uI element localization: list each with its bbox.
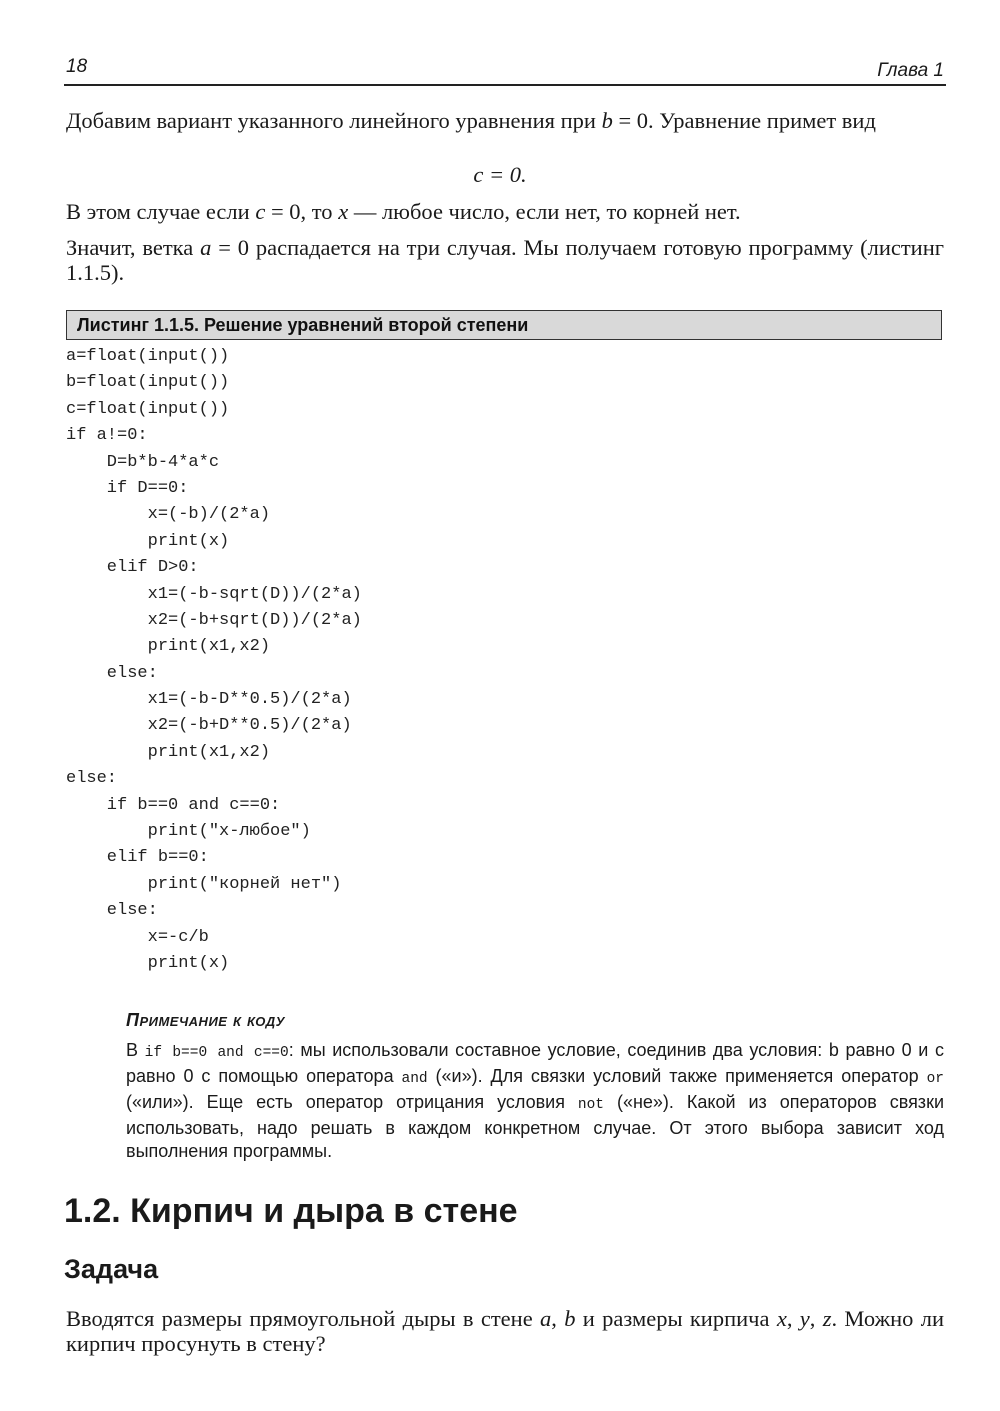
listing-title: Листинг 1.1.5. Решение уравнений второй степени — [66, 310, 942, 340]
code-line: elif b==0: — [66, 848, 209, 868]
formula: c = 0. — [473, 162, 527, 187]
code-line: else: — [66, 769, 118, 789]
code-note — [126, 1010, 944, 1163]
code-line: print(x) — [66, 953, 230, 973]
note-title: Примечание к коду — [126, 1010, 285, 1030]
code-line: x2=(-b+D**0.5)/(2*a) — [66, 716, 352, 736]
code-line: print(x1,x2) — [66, 637, 271, 657]
chapter-label: Глава 1 — [877, 60, 944, 81]
code-line: print("корней нет") — [66, 874, 342, 894]
subsection-heading: Задача — [64, 1254, 159, 1284]
code-line: a=float(input()) — [66, 347, 230, 366]
code-line: print(x1,x2) — [66, 742, 271, 762]
page-number: 18 — [66, 56, 88, 77]
code-line: if b==0 and c==0: — [66, 795, 281, 815]
code-line: c=float(input()) — [66, 399, 230, 419]
paragraph-intro: Добавим вариант указанного линейного уравнения при b = 0. Уравнение примет вид — [66, 108, 876, 133]
code-line: elif D>0: — [66, 558, 199, 578]
paragraph-branch: Значит, ветка a = 0 распадается на три случая. Мы получаем готовую программу (листинг 1.1.5). — [66, 235, 944, 285]
code-line: else: — [66, 901, 158, 921]
code-line: x1=(-b-sqrt(D))/(2*a) — [66, 584, 362, 604]
code-line: x2=(-b+sqrt(D))/(2*a) — [66, 610, 362, 630]
code-listing — [66, 344, 362, 977]
code-line: x=(-b)/(2*a) — [66, 505, 271, 525]
paragraph-case: В этом случае если c = 0, то x — любое число, если нет, то корней нет. — [66, 199, 741, 224]
code-line: if D==0: — [66, 478, 189, 498]
code-line: x=-c/b — [66, 927, 209, 947]
code-line: print(x) — [66, 531, 230, 551]
code-line: b=float(input()) — [66, 373, 230, 393]
task-paragraph: Вводятся размеры прямоугольной дыры в стене a, b и размеры кирпича x, y, z. Можно ли кирпич просунуть в стену? — [66, 1306, 944, 1356]
code-line: if a!=0: — [66, 426, 148, 446]
section-heading: 1.2. Кирпич и дыра в стене — [64, 1192, 518, 1230]
code-line: x1=(-b-D**0.5)/(2*a) — [66, 690, 352, 710]
code-line: else: — [66, 663, 158, 683]
code-line: print("x-любое") — [66, 822, 311, 842]
note-body: В if b==0 and c==0: мы использовали составное условие, соединив два условия: b равно 0 и c равно 0 с помощью оператора and («и»). Для связки условий также применяется оператор or («или»). Еще есть оператор отрицания условия not («не»). Какой из операторов связки использовать, надо решать в каждом конкретном случае. От этого выбора зависит ход выполнения программы. — [126, 1040, 944, 1161]
code-line: D=b*b-4*a*c — [66, 452, 220, 472]
running-header — [64, 54, 946, 86]
